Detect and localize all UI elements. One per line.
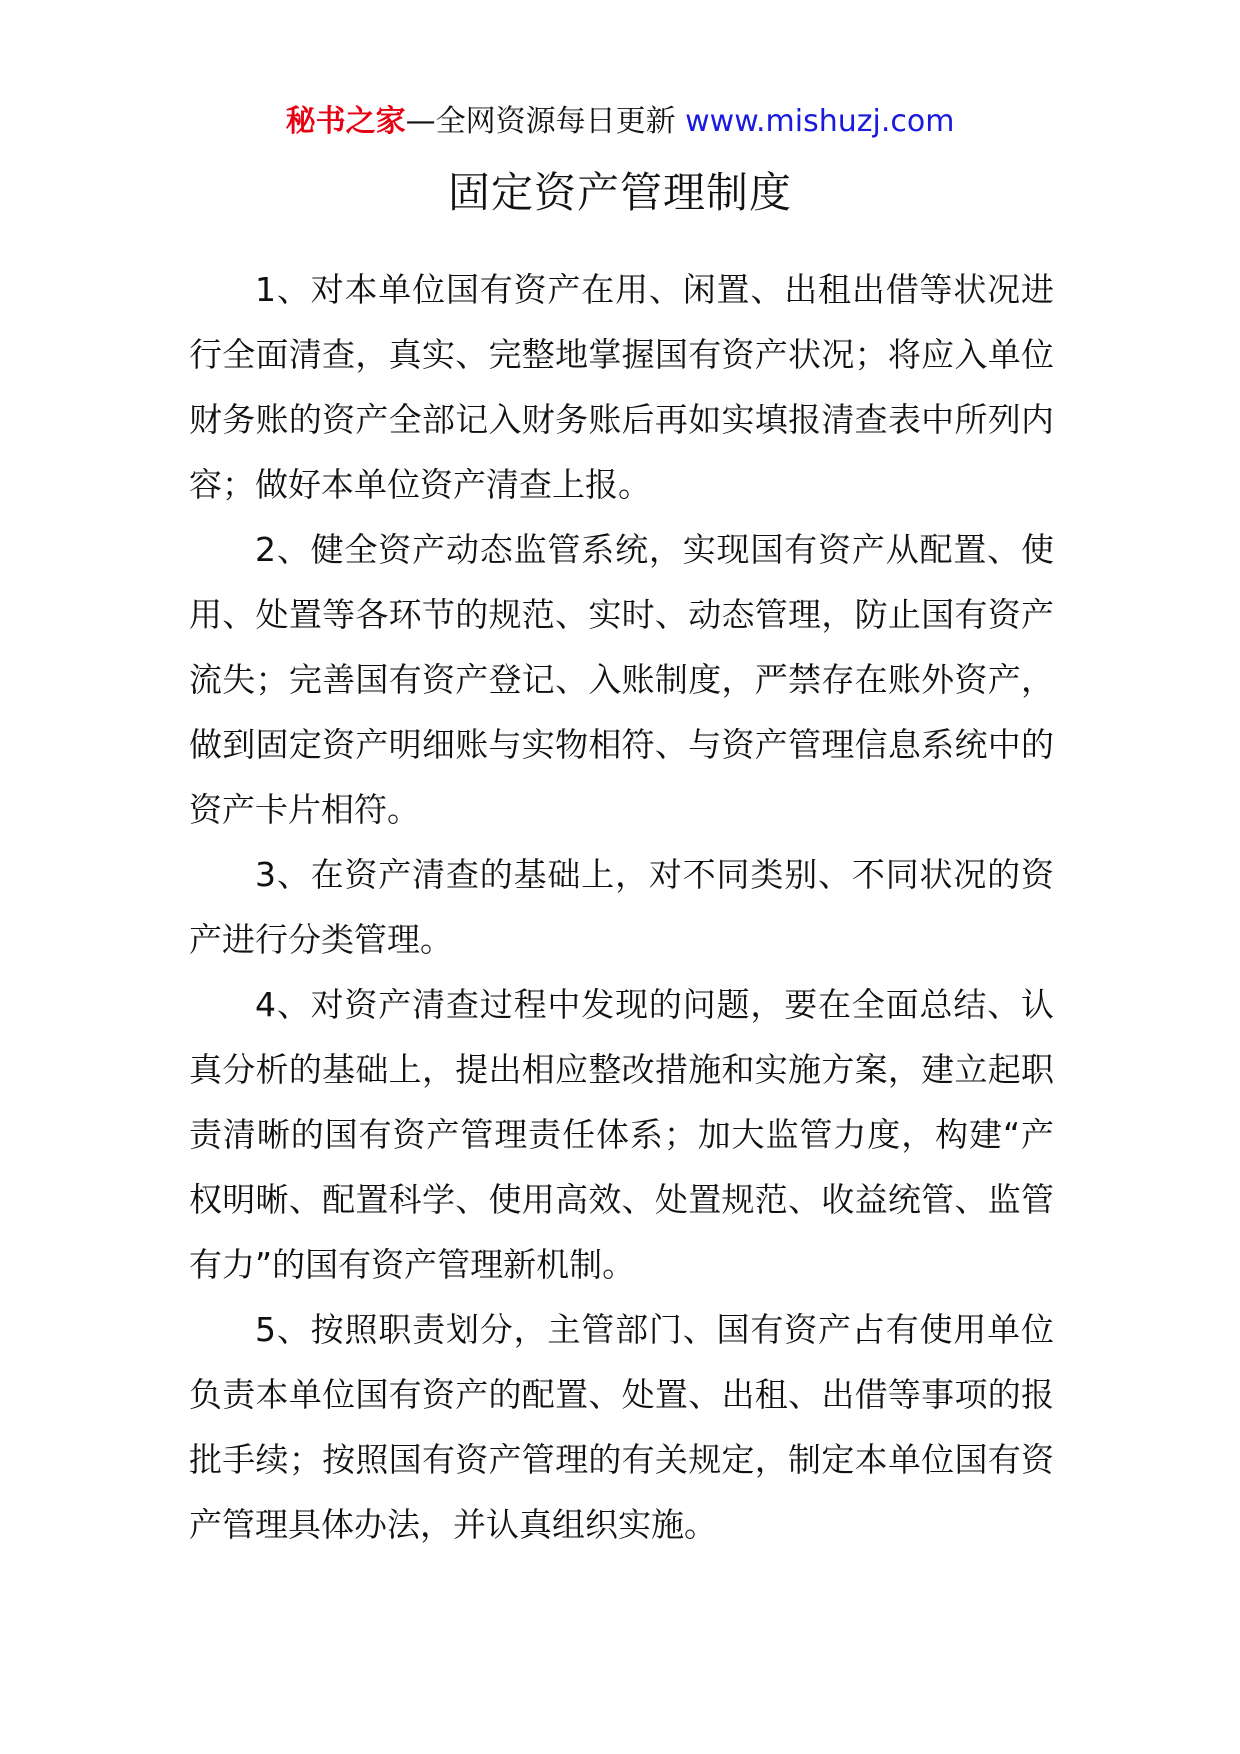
site-url-link[interactable]: www.mishuzj.com xyxy=(685,104,955,139)
header-tagline: —全网资源每日更新 xyxy=(405,104,686,139)
paragraph-3: 3、在资产清查的基础上，对不同类别、不同状况的资产进行分类管理。 xyxy=(189,855,1054,959)
paragraph-1: 1、对本单位国有资产在用、闲置、出租出借等状况进行全面清查，真实、完整地掌握国有资产状况；将应入单位财务账的资产全部记入财务账后再如实填报清查表中所列内容；做好本单位资产清查上报。 xyxy=(189,270,1054,504)
brand-name: 秘书之家 xyxy=(285,104,406,139)
paragraph-2: 2、健全资产动态监管系统，实现国有资产从配置、使用、处置等各环节的规范、实时、动态管理，防止国有资产流失；完善国有资产登记、入账制度，严禁存在账外资产，做到固定资产明细账与实物相符、与资产管理信息系统中的资产卡片相符。 xyxy=(189,530,1054,829)
document-title: 固定资产管理制度 xyxy=(447,168,792,217)
paragraph-5: 5、按照职责划分，主管部门、国有资产占有使用单位负责本单位国有资产的配置、处置、出租、出借等事项的报批手续；按照国有资产管理的有关规定，制定本单位国有资产管理具体办法，并认真组织实施。 xyxy=(189,1310,1054,1544)
paragraph-4: 4、对资产清查过程中发现的问题，要在全面总结、认真分析的基础上，提出相应整改措施和实施方案，建立起职责清晰的国有资产管理责任体系；加大监管力度，构建“产权明晰、配置科学、使用高效、处置规范、收益统管、监管有力”的国有资产管理新机制。 xyxy=(189,985,1054,1284)
document-body xyxy=(189,257,1054,1557)
site-header xyxy=(0,100,1240,144)
